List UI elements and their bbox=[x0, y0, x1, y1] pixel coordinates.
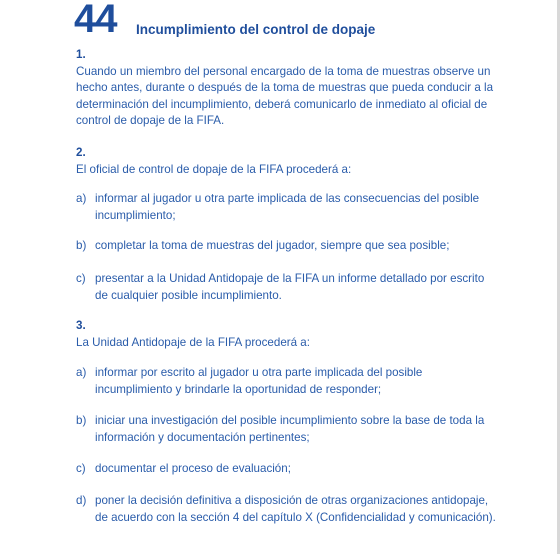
list-item-text: documentar el proceso de evaluación; bbox=[95, 462, 291, 475]
section-number: 3. bbox=[76, 319, 86, 332]
list-item bbox=[76, 413, 496, 446]
list-item-text: poner la decisión definitiva a disposición de otras organizaciones antidopaje, de acuerdo con la sección 4 del capítulo X (Confidencialidad y comunicación). bbox=[95, 494, 496, 524]
article-title: Incumplimiento del control de dopaje bbox=[136, 22, 376, 37]
list-item-label: d) bbox=[76, 494, 87, 507]
list-item-text: informar por escrito al jugador u otra parte implicada del posible incumplimiento y brindarle la oportunidad de responder; bbox=[95, 366, 423, 396]
section-text: Cuando un miembro del personal encargado de la toma de muestras observe un hecho antes, durante o después de la toma de muestras que pueda conducir a la determinación del incumplimiento, deberá comunicarlo de inmediato al oficial de control de dopaje de la FIFA. bbox=[76, 64, 494, 127]
section-number: 2. bbox=[76, 146, 86, 159]
section-1 bbox=[76, 47, 496, 130]
list-item-label: b) bbox=[76, 414, 87, 427]
list-item-label: c) bbox=[76, 272, 86, 285]
list-item-text: presentar a la Unidad Antidopaje de la FIFA un informe detallado por escrito de cualquier posible incumplimiento. bbox=[95, 272, 485, 302]
list-item-text: completar la toma de muestras del jugador, siempre que sea posible; bbox=[95, 239, 450, 252]
list-item bbox=[76, 493, 496, 526]
list-item bbox=[76, 238, 496, 255]
article-number: 44 bbox=[74, 0, 117, 41]
list-item-label: a) bbox=[76, 366, 87, 379]
list-item bbox=[76, 271, 496, 304]
section-text: El oficial de control de dopaje de la FIFA procederá a: bbox=[76, 162, 352, 176]
section-number: 1. bbox=[76, 48, 86, 61]
list-item-label: a) bbox=[76, 192, 87, 205]
section-2 bbox=[76, 145, 496, 178]
list-item-text: informar al jugador u otra parte implicada de las consecuencias del posible incumplimiento; bbox=[95, 192, 480, 222]
list-item bbox=[76, 365, 496, 398]
list-item-text: iniciar una investigación del posible incumplimiento sobre la base de toda la información y documentación pertinentes; bbox=[95, 414, 485, 444]
list-item-label: b) bbox=[76, 239, 87, 252]
section-3 bbox=[76, 318, 496, 351]
list-item bbox=[76, 461, 496, 478]
list-item bbox=[76, 191, 496, 224]
list-item-label: c) bbox=[76, 462, 86, 475]
section-text: La Unidad Antidopaje de la FIFA procederá a: bbox=[76, 335, 310, 349]
